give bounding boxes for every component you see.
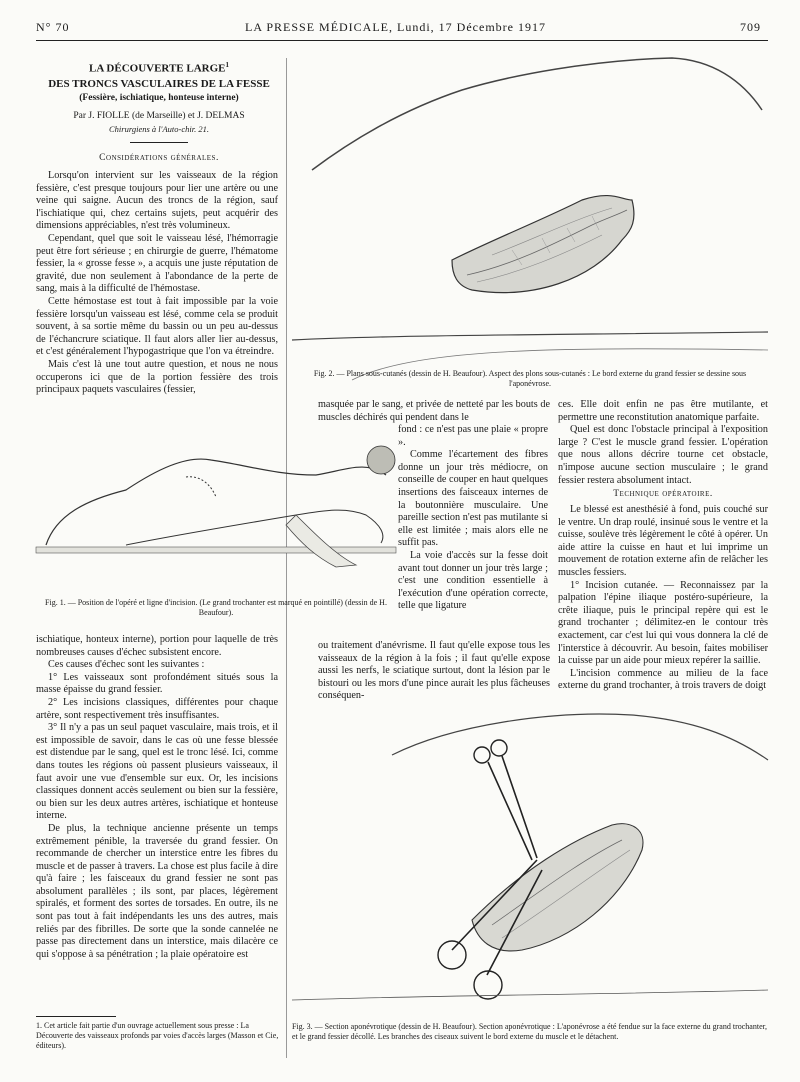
figure-2 <box>292 50 768 370</box>
paragraph: ces. Elle doit enfin ne pas être mutilante, et permettre une reconstitution anatomique parfaite. <box>558 399 768 423</box>
paragraph: Quel est donc l'obstacle principal à l'exposition large ? C'est le muscle grand fessier. L'opération que nous allons décrire tourne cet obstacle, n'impose aucune section musculaire ; le grand fessier restera absolument intact. <box>558 424 768 486</box>
column3-technique <box>558 504 768 700</box>
article-affiliation: Chirurgiens à l'Auto-chir. 21. <box>109 124 209 134</box>
paragraph: Le blessé est anesthésié à fond, puis couché sur le ventre. Un drap roulé, insinué sous le ventre et la cuisse, soulève très légèrement le côté à opérer. Un aide attire la cuisse en haut et lui imprime un mouvement de rotation externe afin de relâcher les muscles fessiers. <box>558 504 768 578</box>
paragraph: ischiatique, honteux interne), portion pour laquelle de très nombreuses causes d'échec subsistent encore. <box>36 634 278 658</box>
header-rule <box>36 40 768 41</box>
paragraph: La voie d'accès sur la fesse doit avant tout donner un jour très large ; c'est une condition essentielle à l'exécution d'une opération correcte, telle que ligature <box>398 549 548 612</box>
title-rule <box>130 142 188 143</box>
figure-1-caption: Fig. 1. — Position de l'opéré et ligne d'incision. (Le grand trochanter est marqué en pointillé) (dessin de H. Beaufour). <box>45 598 387 617</box>
paragraph: Lorsqu'on intervient sur les vaisseaux de la région fessière, c'est presque toujours pour lier une artère ou une veine qui saigne. Aucun des troncs de la région, sauf l'ischiatique qui, chez certains sujets, peut acquérir des dimensions appréciables, n'est très volumineux. <box>36 170 278 232</box>
title-line2: DES TRONCS VASCULAIRES DE LA FESSE <box>48 77 270 90</box>
figure-2-illustration <box>292 50 768 370</box>
figure-3 <box>292 700 768 1018</box>
column2-mid <box>398 424 548 648</box>
journal-header: LA PRESSE MÉDICALE, Lundi, 17 Décembre 1917 <box>245 20 546 34</box>
paragraph: Comme l'écartement des fibres donne un jour très médiocre, on conseille de couper en haut quelques insertions des faisceaux internes de la boutonnière musculaire. Une pareille section n'est pas mutilante si elle est limitée ; mais alors elle ne suffit pas. <box>398 449 548 549</box>
footnote: 1. Cet article fait partie d'un ouvrage actuellement sous presse : La Découverte des vaisseaux profonds par voies d'accès larges (Masson et Cie, éditeurs). <box>36 1021 279 1050</box>
paragraph: 1° Incision cutanée. — Reconnaissez par la palpation l'épine iliaque postéro-supérieure, la crête iliaque, puis le principal repère qui est le grand trochanter ; délimitez-en le contour très exactement, car c'est lui qui vous donnera la clé de l'interstice à découvrir. Au besoin, faites mobiliser la cuisse par un aide pour mieux repérer la saillie. <box>558 579 768 667</box>
article-subtitle: (Fessière, ischiatique, honteuse interne) <box>79 93 239 103</box>
paragraph: 1° Les vaisseaux sont profondément situés sous la masse épaisse du grand fessier. <box>36 671 278 696</box>
section-heading-technique: Technique opératoire. <box>613 489 713 499</box>
column1-bottom <box>36 634 278 1012</box>
figure-3-caption: Fig. 3. — Section aponévrotique (dessin de H. Beaufour). Section aponévrotique : L'aponévrose a été fendue sur la face externe du grand trochanter, et le grand fessier décollé. Les branches des ciseaux suivent le bord externe du muscle et le détachent. <box>292 1022 767 1041</box>
page-number-label: N° 70 <box>36 20 70 34</box>
paragraph: Cette hémostase est tout à fait impossible par la voie fessière lorsqu'un vaisseau est lésé, comme cela se produit souvent, à sa sortie même du bassin ou un peu au-dessus de l'échancrure sciatique. Il faut alors aller lier au-dessus, et c'est généralement l'hypogastrique que l'on va étreindre. <box>36 295 278 358</box>
column1-top <box>36 170 278 428</box>
column3-mid <box>558 399 768 486</box>
page-folio: 709 <box>740 20 761 34</box>
paragraph: Cependant, quel que soit le vaisseau lésé, l'hémorragie peut être fort sérieuse ; en chirurgie de guerre, l'hématome fessier, la « grosse fesse », a acquis une juste réputation de gravité, due non seulement à l'abondance de la perte de sang, mais à la difficulté de l'hémostase. <box>36 232 278 295</box>
title-line1: LA DÉCOUVERTE LARGE <box>88 62 226 75</box>
paragraph: fond : ce n'est pas une plaie « propre ». <box>398 424 548 448</box>
figure-1 <box>36 415 396 593</box>
article-title <box>40 58 278 92</box>
footnote-rule <box>36 1016 116 1017</box>
column2-bottom: ou traitement d'anévrisme. Il faut qu'elle expose tous les vaisseaux de la région à la fois ; il faut qu'elle expose aussi les nerfs, le sciatique surtout, dont la lésion par le bistouri ou les mors d'une pince aurait les plus fâcheuses conséquen- <box>318 640 550 702</box>
title-footnote-mark: 1 <box>225 61 230 69</box>
figure-2-caption: Fig. 2. — Plans sous-cutanés (dessin de H. Beaufour). Aspect des plons sous-cutanés : Le bord externe du grand fessier se dessine sous l'aponévrose. <box>313 369 747 388</box>
paragraph: Ces causes d'échec sont les suivantes : <box>48 659 205 671</box>
article-authors: Par J. FIOLLE (de Marseille) et J. DELMAS <box>73 111 245 121</box>
column2-continuation: masquée par le sang, et privée de netteté par les bouts de muscles déchirés qui pendent dans le <box>318 399 550 423</box>
paragraph: L'incision commence au milieu de la face externe du grand trochanter, à trois travers de doigt <box>558 667 768 692</box>
paragraph: 2° Les incisions classiques, différentes pour chaque artère, sont respectivement très insuffisantes. <box>36 696 278 721</box>
paragraph: De plus, la technique ancienne présente un temps extrêmement pénible, la traversée du grand fessier. On recommande de chercher un interstice entre les fibres du muscle et de passer à travers. La chose est plus facile à dire qu'à faire ; les faisceaux du grand fessier ne sont pas absolument parallèles ; ils sont, par places, légèrement spiralés, et forment des sortes de torsades. En outre, ils ne sont pas tout à fait indépendants les uns des autres, mais reliés par des fibrilles. De sorte que la sonde cannelée ne passe pas directement dans un interstice, mais dilacère ce qui s'oppose à sa pénétration ; la plaie opératoire est <box>36 822 278 960</box>
section-heading-general: Considérations générales. <box>99 153 219 163</box>
paragraph: 3° Il n'y a pas un seul paquet vasculaire, mais trois, et il est impossible de savoir, dans le cas où une fesse blessée est distendue par le sang, quel est le tronc lésé. Ici, comme dans toutes les régions où passent plusieurs vaisseaux, il faut avoir une vue d'ensemble sur eux. Or, les incisions classiques donnent accès seulement ou bien sur la fessière, ou bien sur les deux autres artères, ischiatique et honteuse interne. <box>36 722 278 822</box>
figure-3-illustration <box>292 700 768 1018</box>
paragraph: Mais c'est là une tout autre question, et nous ne nous occuperons ici que de la portion fessière des trois principaux paquets vasculaires (fessier, <box>36 358 278 396</box>
figure-1-illustration <box>36 415 396 593</box>
